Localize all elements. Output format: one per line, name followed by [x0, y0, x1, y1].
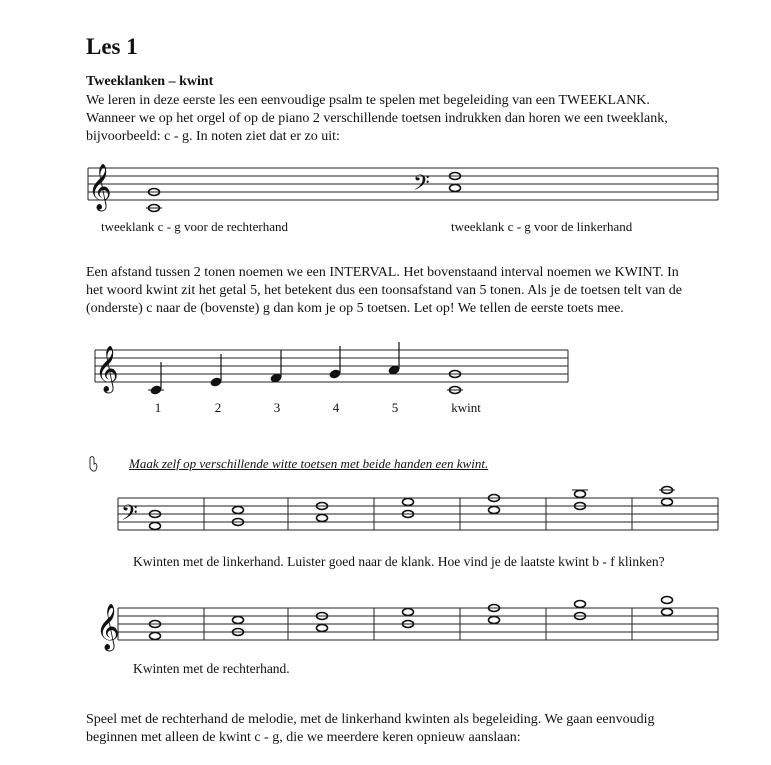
staff-left-hand: [118, 498, 718, 530]
closing-line: Speel met de rechterhand de melodie, met de linkerhand kwinten als begeleiding. We gaan eenvoudig: [86, 712, 655, 727]
count-label: 3: [273, 400, 281, 415]
intro-line: Wanneer we op het orgel of op de piano 2 verschillende toetsen indrukken dan horen we een tweeklank,: [86, 111, 668, 126]
count-label: 1: [154, 400, 162, 415]
section-heading: Tweeklanken – kwint: [86, 74, 214, 89]
whole-note: [662, 609, 673, 616]
treble-clef-icon: 𝄞: [88, 164, 112, 210]
page-title: Les 1: [86, 34, 138, 59]
closing-line: beginnen met alleen de kwint c - g, die we meerdere keren opnieuw aanslaan:: [86, 730, 521, 745]
closing-paragraph: [86, 711, 726, 747]
caption-left-hand-dyad: tweeklank c - g voor de linkerhand: [451, 219, 633, 234]
count-label: 2: [214, 400, 222, 415]
quarter-note: [150, 385, 162, 395]
quarter-note: [388, 365, 400, 375]
whole-note: [233, 617, 244, 624]
whole-note: [150, 523, 161, 530]
intro-line: bijvoorbeeld: c - g. In noten ziet dat er zo uit:: [86, 129, 340, 144]
bass-clef-icon: 𝄢: [121, 501, 138, 531]
whole-note: [233, 507, 244, 514]
whole-note: [489, 617, 500, 624]
right-hand-caption: Kwinten met de rechterhand.: [133, 661, 290, 676]
quarter-note: [210, 377, 222, 387]
intro-line: We leren in deze eerste les een eenvoudige psalm te spelen met begeleiding van een TWEEKLANK.: [86, 93, 650, 108]
whole-note: [150, 633, 161, 640]
staff-right-hand: [118, 608, 718, 640]
treble-clef-icon: 𝄞: [95, 346, 119, 392]
interval-line: Een afstand tussen 2 tonen noemen we een INTERVAL. Het bovenstaand interval noemen we KWINT. In: [86, 265, 679, 280]
whole-note: [575, 491, 586, 498]
quarter-note: [329, 369, 341, 379]
whole-note: [662, 597, 673, 604]
left-hand-caption: Kwinten met de linkerhand. Luister goed naar de klank. Hoe vind je de laatste kwint b - f klinken?: [133, 554, 665, 569]
whole-note: [662, 499, 673, 506]
whole-note: [489, 507, 500, 514]
whole-note: [317, 515, 328, 522]
whole-note: [317, 625, 328, 632]
count-label: 5: [391, 400, 399, 415]
exercise-instruction: Maak zelf op verschillende witte toetsen met beide handen een kwint.: [129, 456, 489, 471]
whole-note: [403, 499, 414, 506]
interval-paragraph: [86, 264, 726, 318]
staff-example-1: [88, 168, 718, 200]
interval-line: (onderste) c naar de (bovenste) g dan kom je op 5 toetsen. Let op! We tellen de eerste toets mee.: [86, 301, 624, 316]
hand-icon: [90, 457, 97, 472]
treble-clef-icon: 𝄞: [96, 604, 120, 650]
caption-right-hand-dyad: tweeklank c - g voor de rechterhand: [101, 219, 288, 234]
whole-note: [575, 601, 586, 608]
whole-note: [450, 185, 461, 192]
count-label: 4: [332, 400, 340, 415]
count-label-kwint: kwint: [451, 400, 481, 415]
quarter-note: [270, 373, 282, 383]
whole-note: [403, 609, 414, 616]
interval-line: het woord kwint zit het getal 5, het betekent dus een toonsafstand van 5 tonen. Als je de toetsen telt van de: [86, 283, 683, 298]
bass-clef-icon: 𝄢: [413, 171, 430, 201]
